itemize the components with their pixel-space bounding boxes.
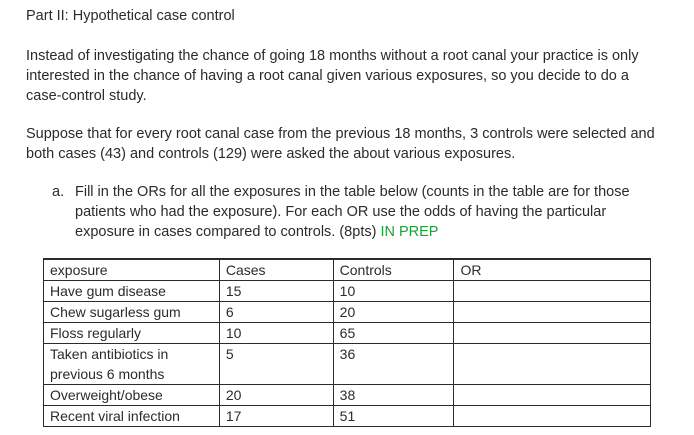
- exposure-cell: Recent viral infection: [44, 406, 220, 427]
- or-cell[interactable]: [454, 344, 651, 385]
- exposure-cell: Overweight/obese: [44, 385, 220, 406]
- cases-cell: 6: [219, 302, 333, 323]
- cases-cell: 17: [219, 406, 333, 427]
- table-row: [44, 344, 651, 385]
- controls-cell: 38: [333, 385, 454, 406]
- setup-paragraph: Suppose that for every root canal case from the previous 18 months, 3 controls were selected and both cases (43) and controls (129) were asked the about various exposures.: [26, 126, 655, 162]
- or-cell[interactable]: [454, 302, 651, 323]
- question-marker: a.: [52, 184, 65, 200]
- exposure-cell: Floss regularly: [44, 323, 220, 344]
- table-row: [44, 281, 651, 302]
- cases-cell: 10: [219, 323, 333, 344]
- status-label: IN PREP: [380, 224, 439, 240]
- cases-cell: 5: [219, 344, 333, 385]
- header-exposure: exposure: [44, 259, 220, 281]
- question-a: [52, 182, 652, 242]
- or-cell[interactable]: [454, 281, 651, 302]
- header-or: OR: [454, 259, 651, 281]
- table-row: [44, 385, 651, 406]
- table-row: [44, 302, 651, 323]
- cases-cell: 20: [219, 385, 333, 406]
- controls-cell: 10: [333, 281, 454, 302]
- controls-cell: 20: [333, 302, 454, 323]
- table-row: [44, 323, 651, 344]
- exposure-cell: Chew sugarless gum: [44, 302, 220, 323]
- exposure-cell: Have gum disease: [44, 281, 220, 302]
- controls-cell: 51: [333, 406, 454, 427]
- table-header-row: [44, 259, 651, 281]
- intro-paragraph: Instead of investigating the chance of going 18 months without a root canal your practice is only interested in the chance of having a root canal given various exposures, so you decide to do a case-control study.: [26, 48, 639, 104]
- question-text: [75, 182, 652, 242]
- header-cases: Cases: [219, 259, 333, 281]
- section-heading: Part II: Hypothetical case control: [26, 8, 235, 24]
- controls-cell: 36: [333, 344, 454, 385]
- table-row: [44, 406, 651, 427]
- or-cell[interactable]: [454, 385, 651, 406]
- question-body: Fill in the ORs for all the exposures in the table below (counts in the table are for those patients who had the exposure). For each OR use the odds of having the particular exposure in cases compared to controls. (8pts): [75, 184, 630, 240]
- or-cell[interactable]: [454, 406, 651, 427]
- cases-cell: 15: [219, 281, 333, 302]
- controls-cell: 65: [333, 323, 454, 344]
- header-controls: Controls: [333, 259, 454, 281]
- or-cell[interactable]: [454, 323, 651, 344]
- exposures-table: [43, 258, 651, 427]
- exposure-cell: Taken antibiotics in previous 6 months: [44, 344, 220, 385]
